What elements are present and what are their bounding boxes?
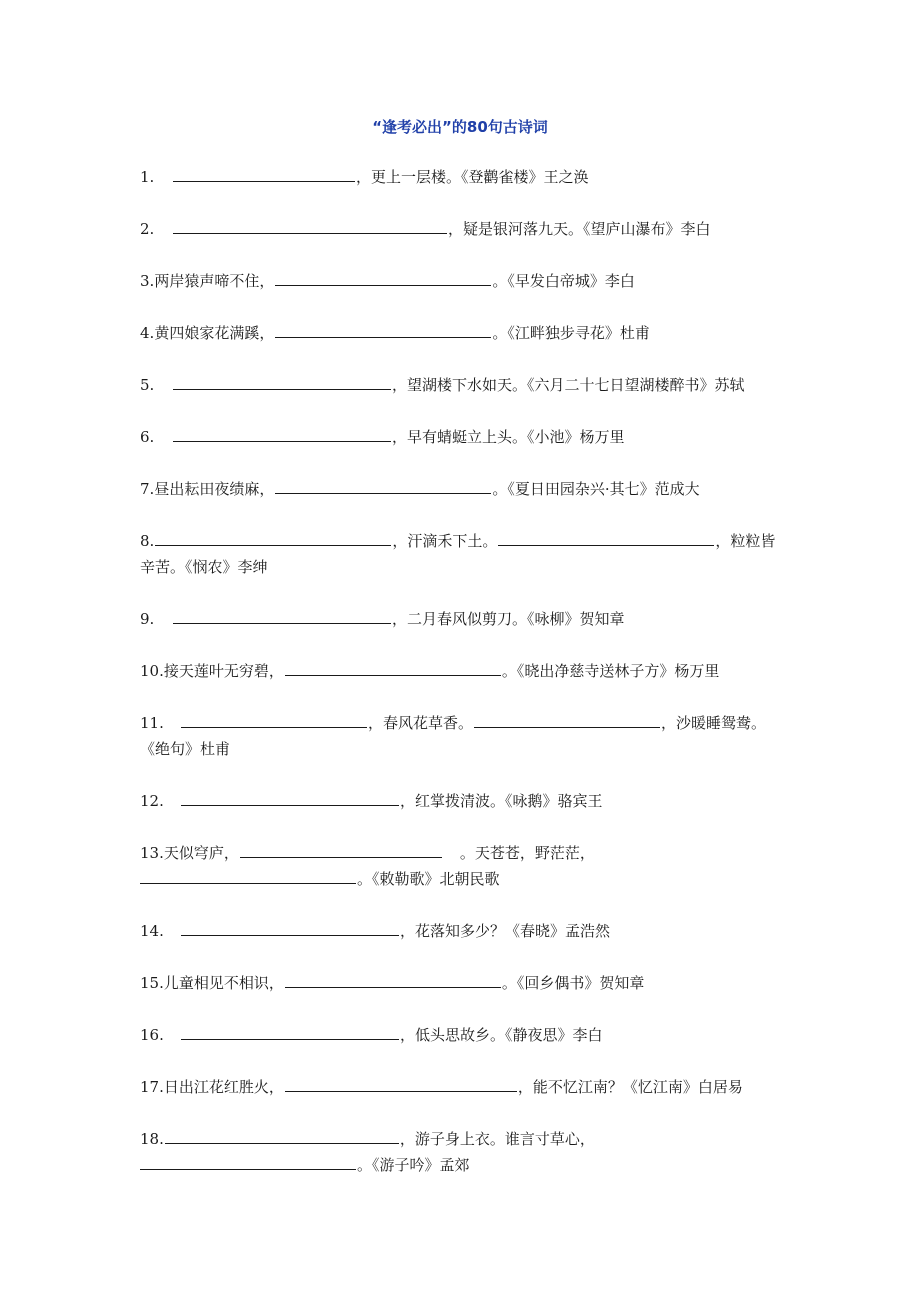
- answer-blank[interactable]: [285, 660, 501, 676]
- item-prefix: 日出江花红胜火，: [163, 1078, 284, 1096]
- item-number: 17.: [140, 1078, 164, 1096]
- item-text: ，二月春风似剪刀。《咏柳》贺知章: [392, 610, 625, 628]
- item-number: 14.: [140, 922, 164, 940]
- item-prefix: 昼出耘田夜绩麻，: [154, 480, 275, 498]
- item-number: 16.: [140, 1026, 164, 1044]
- answer-blank[interactable]: [275, 322, 491, 338]
- item-text: 。《游子吟》孟郊: [357, 1156, 470, 1174]
- poem-item-12: [140, 788, 800, 815]
- item-number: 7.: [140, 480, 155, 498]
- poem-item-18: [140, 1126, 800, 1153]
- answer-blank[interactable]: [474, 712, 660, 728]
- poem-item-13: [140, 840, 800, 867]
- item-number: 10.: [140, 662, 164, 680]
- item-text: ，更上一层楼。《登鹳雀楼》王之涣: [356, 168, 589, 186]
- poem-item-13-continued: [140, 866, 800, 893]
- item-text: ，春风花草香。: [368, 714, 474, 732]
- answer-blank[interactable]: [181, 712, 367, 728]
- item-text: 。天苍苍，野茫茫，: [459, 844, 595, 862]
- answer-blank[interactable]: [173, 608, 391, 624]
- item-prefix: 天似穹庐，: [163, 844, 239, 862]
- item-number: 9.: [140, 610, 155, 628]
- item-text: ，沙暖睡鸳鸯。: [661, 714, 767, 732]
- answer-blank[interactable]: [155, 530, 391, 546]
- poem-item-9: [140, 606, 800, 633]
- item-number: 15.: [140, 974, 164, 992]
- answer-blank[interactable]: [275, 478, 491, 494]
- poem-item-14: [140, 918, 800, 945]
- answer-blank[interactable]: [181, 1024, 399, 1040]
- answer-blank[interactable]: [173, 166, 355, 182]
- poem-item-11: [140, 710, 800, 737]
- item-text: 。《回乡偶书》贺知章: [501, 974, 645, 992]
- item-number: 13.: [140, 844, 164, 862]
- item-text: ，粒粒皆: [715, 532, 776, 550]
- item-number: 6.: [140, 428, 155, 446]
- item-number: 8.: [140, 532, 155, 550]
- item-number: 2.: [140, 220, 155, 238]
- item-number: 4.: [140, 324, 155, 342]
- item-text: 。《晓出净慈寺送林子方》杨万里: [501, 662, 720, 680]
- poem-item-10: [140, 658, 800, 685]
- answer-blank[interactable]: [140, 868, 356, 884]
- item-text: 。《早发白帝城》李白: [492, 272, 635, 290]
- item-number: 11.: [140, 714, 164, 732]
- answer-blank[interactable]: [498, 530, 714, 546]
- item-prefix: 接天莲叶无穷碧，: [163, 662, 284, 680]
- answer-blank[interactable]: [173, 374, 391, 390]
- item-text: ，游子身上衣。谁言寸草心，: [399, 1130, 595, 1148]
- answer-blank[interactable]: [173, 218, 447, 234]
- answer-blank[interactable]: [285, 1076, 517, 1092]
- item-text: ，早有蜻蜓立上头。《小池》杨万里: [392, 428, 625, 446]
- poem-item-2: [140, 216, 800, 243]
- poem-item-18-continued: [140, 1152, 800, 1179]
- item-number: 3.: [140, 272, 155, 290]
- item-text: 。《敕勒歌》北朝民歌: [357, 870, 500, 888]
- poem-item-6: [140, 424, 800, 451]
- item-text: ，望湖楼下水如天。《六月二十七日望湖楼醉书》苏轼: [392, 376, 745, 394]
- item-number: 18.: [140, 1130, 164, 1148]
- answer-blank[interactable]: [165, 1128, 399, 1144]
- poem-item-17: [140, 1074, 800, 1101]
- answer-blank[interactable]: [285, 972, 501, 988]
- answer-blank[interactable]: [275, 270, 491, 286]
- answer-blank[interactable]: [181, 790, 399, 806]
- poem-item-1: [140, 164, 800, 191]
- poem-item-3: [140, 268, 800, 295]
- poem-item-16: [140, 1022, 800, 1049]
- item-text: ，疑是银河落九天。《望庐山瀑布》李白: [448, 220, 711, 238]
- poem-item-8: [140, 528, 800, 555]
- poem-item-4: [140, 320, 800, 347]
- poem-item-15: [140, 970, 800, 997]
- poem-item-8-continued: [140, 554, 800, 581]
- item-text: ，能不忆江南？《忆江南》白居易: [517, 1078, 743, 1096]
- item-number: 12.: [140, 792, 164, 810]
- item-text: 。《江畔独步寻花》杜甫: [492, 324, 650, 342]
- item-text: ，汗滴禾下土。: [392, 532, 498, 550]
- item-text: 《绝句》杜甫: [140, 740, 231, 758]
- item-text: 辛苦。《悯农》李绅: [140, 558, 268, 576]
- item-text: ，红掌拨清波。《咏鹅》骆宾王: [400, 792, 603, 810]
- poem-item-11-continued: [140, 736, 800, 763]
- item-prefix: 儿童相见不相识，: [163, 974, 284, 992]
- item-number: 5.: [140, 376, 155, 394]
- answer-blank[interactable]: [173, 426, 391, 442]
- answer-blank[interactable]: [140, 1154, 356, 1170]
- answer-blank[interactable]: [181, 920, 399, 936]
- page-title: “逢考必出”的80句古诗词: [372, 118, 548, 136]
- item-text: 。《夏日田园杂兴·其七》范成大: [492, 480, 700, 498]
- item-text: ，低头思故乡。《静夜思》李白: [400, 1026, 603, 1044]
- poem-item-7: [140, 476, 800, 503]
- item-number: 1.: [140, 168, 155, 186]
- item-prefix: 两岸猿声啼不住，: [154, 272, 275, 290]
- answer-blank[interactable]: [240, 842, 442, 858]
- item-prefix: 黄四娘家花满蹊，: [154, 324, 275, 342]
- poem-item-5: [140, 372, 800, 399]
- item-text: ，花落知多少？《春晓》孟浩然: [400, 922, 611, 940]
